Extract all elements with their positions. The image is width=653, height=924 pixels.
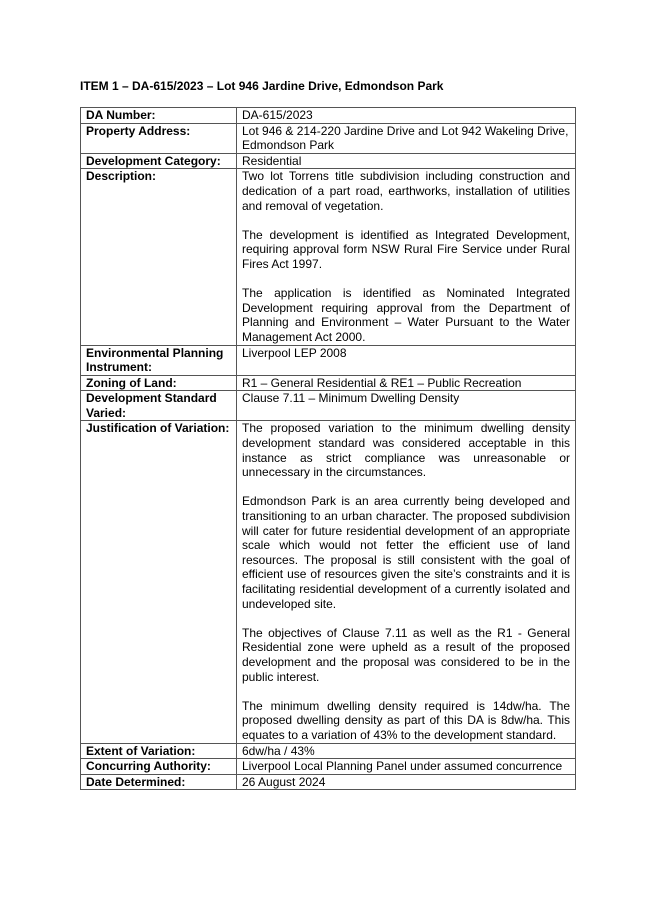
value-paragraph: Edmondson Park is an area currently being developed and transitioning to an urban character. The proposed subdivision will cater for future residential development of an appropriate scale which would not fetter the efficient use of land resources. The proposal is still consistent with the goal of efficient use of resources given the site’s constraints and it is facilitating residential development of a currently isolated and undeveloped site. <box>242 494 570 611</box>
row-label-date-determined: Date Determined: <box>81 774 237 790</box>
table-row <box>81 123 576 153</box>
row-value-extent-of-variation <box>237 743 576 759</box>
row-label-extent-of-variation: Extent of Variation: <box>81 743 237 759</box>
row-value-environmental-planning-instrument <box>237 345 576 375</box>
da-details-table <box>80 107 576 790</box>
value-paragraph: 6dw/ha / 43% <box>242 743 315 758</box>
value-paragraph: Two lot Torrens title subdivision including construction and dedication of a part road, earthworks, installation of utilities and removal of vegetation. <box>242 169 570 213</box>
table-row <box>81 169 576 345</box>
table-row <box>81 153 576 169</box>
table-row <box>81 391 576 421</box>
row-label-development-category: Development Category: <box>81 153 237 169</box>
value-paragraph: The development is identified as Integrated Development, requiring approval form NSW Rural Fire Service under Rural Fires Act 1997. <box>242 227 570 271</box>
row-value-development-standard-varied <box>237 391 576 421</box>
row-label-property-address: Property Address: <box>81 123 237 153</box>
table-row <box>81 108 576 124</box>
value-paragraph: Clause 7.11 – Minimum Dwelling Density <box>242 391 460 406</box>
value-paragraph: The application is identified as Nominated Integrated Development requiring approval from the Department of Planning and Environment – Water Pursuant to the Water Management Act 2000. <box>242 286 570 344</box>
table-row <box>81 743 576 759</box>
table-row <box>81 774 576 790</box>
row-label-environmental-planning-instrument: Environmental Planning Instrument: <box>81 345 237 375</box>
table-row <box>81 421 576 743</box>
row-value-da-number <box>237 108 576 124</box>
value-paragraph: 26 August 2024 <box>242 774 326 789</box>
table-row <box>81 375 576 391</box>
value-paragraph: DA-615/2023 <box>242 108 313 122</box>
value-paragraph: The objectives of Clause 7.11 as well as the R1 - General Residential zone were upheld as a result of the proposed development and the proposal was considered to be in the public interest. <box>242 625 570 684</box>
row-value-date-determined <box>237 774 576 790</box>
value-paragraph: Residential <box>242 153 302 168</box>
table-row <box>81 759 576 775</box>
value-paragraph: R1 – General Residential & RE1 – Public Recreation <box>242 375 522 390</box>
table-row <box>81 345 576 375</box>
row-label-development-standard-varied: Development Standard Varied: <box>81 391 237 421</box>
row-label-zoning-of-land: Zoning of Land: <box>81 375 237 391</box>
item-heading: ITEM 1 – DA-615/2023 – Lot 946 Jardine Drive, Edmondson Park <box>80 79 444 93</box>
row-value-development-category <box>237 153 576 169</box>
row-value-property-address <box>237 123 576 153</box>
row-value-description <box>237 169 576 345</box>
row-value-zoning-of-land <box>237 375 576 391</box>
row-label-da-number: DA Number: <box>81 108 237 124</box>
value-paragraph: Lot 946 & 214-220 Jardine Drive and Lot 942 Wakeling Drive, Edmondson Park <box>242 123 569 153</box>
value-paragraph: The proposed variation to the minimum dwelling density development standard was considered acceptable in this instance as strict compliance was unreasonable or unnecessary in the circumstances. <box>242 421 570 480</box>
row-label-description: Description: <box>81 169 237 345</box>
value-paragraph: Liverpool LEP 2008 <box>242 345 347 360</box>
row-label-justification-of-variation: Justification of Variation: <box>81 421 237 743</box>
value-paragraph: The minimum dwelling density required is 14dw/ha. The proposed dwelling density as part of this DA is 8dw/ha. This equates to a variation of 43% to the development standard. <box>242 698 570 742</box>
value-paragraph: Liverpool Local Planning Panel under assumed concurrence <box>242 759 563 774</box>
row-label-concurring-authority: Concurring Authority: <box>81 759 237 775</box>
row-value-concurring-authority <box>237 759 576 775</box>
row-value-justification-of-variation <box>237 421 576 743</box>
